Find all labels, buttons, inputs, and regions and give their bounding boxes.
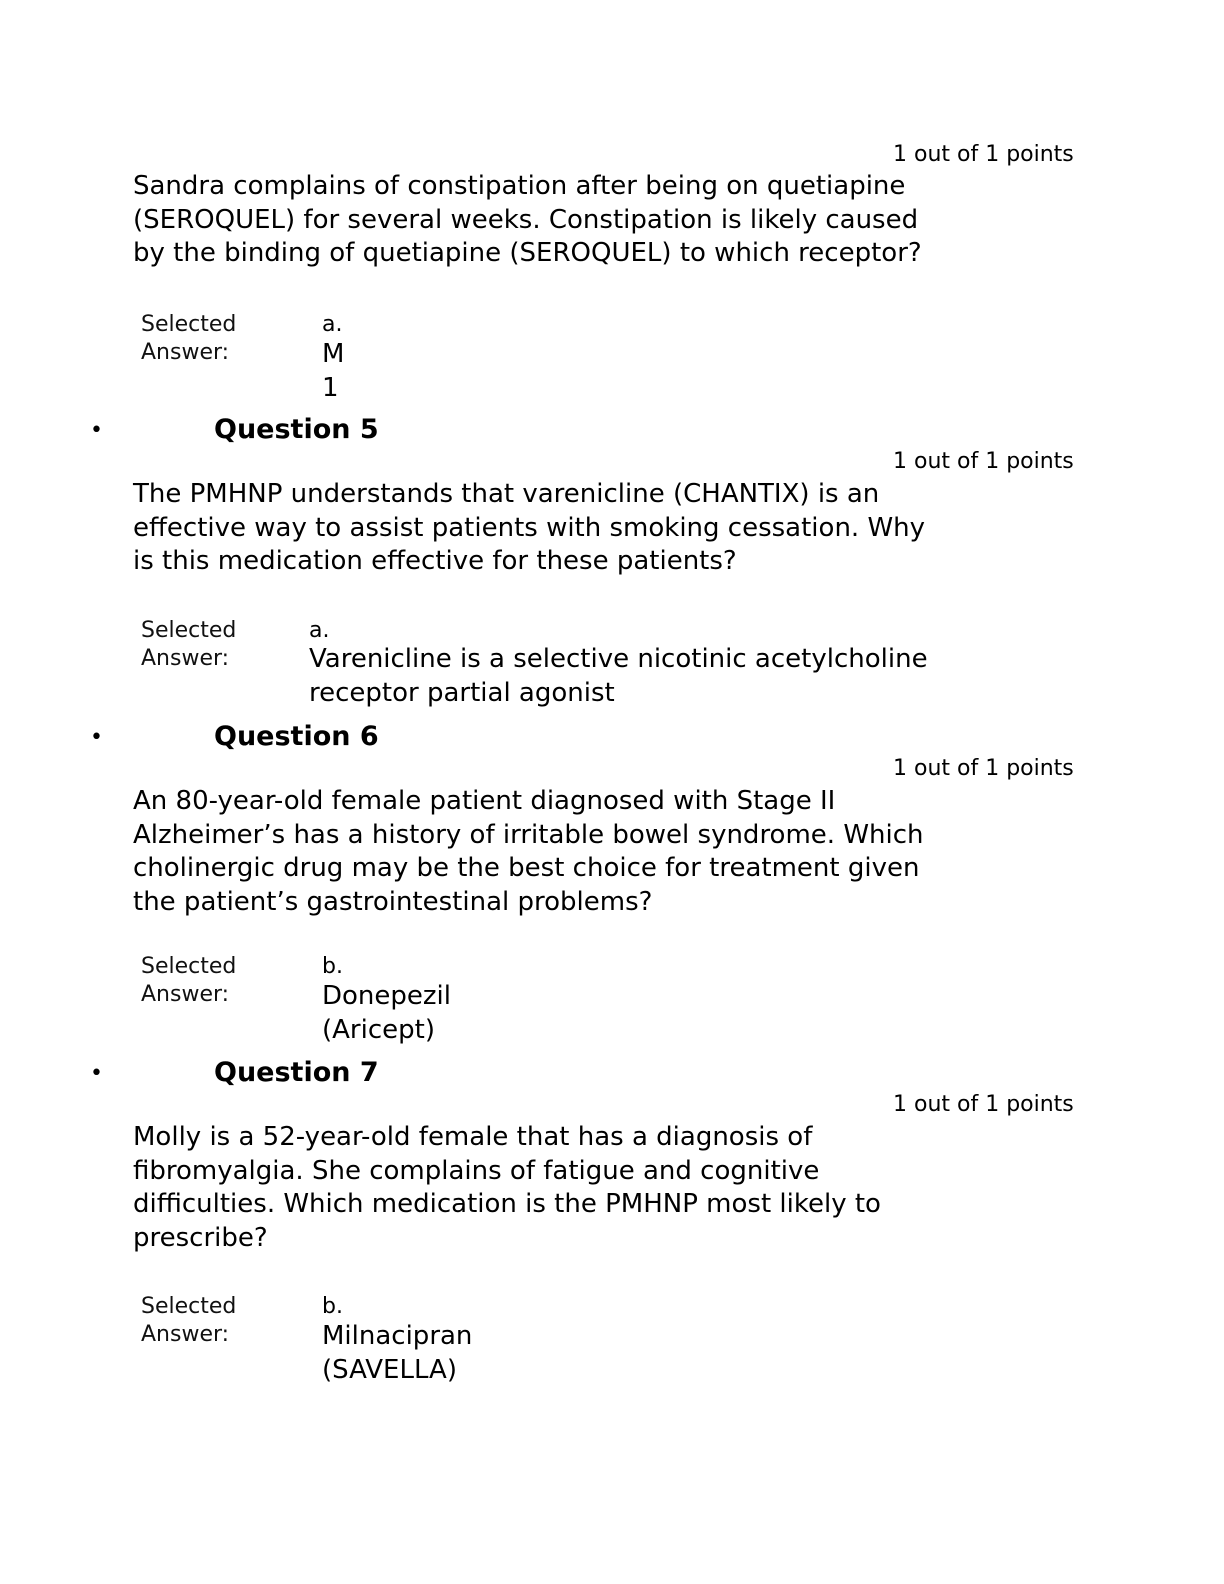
answer-letter: b.	[322, 954, 343, 979]
question-text-line: Molly is a 52-year-old female that has a diagnosis of	[133, 1122, 813, 1152]
points-score: 1 out of 1 points	[893, 449, 1074, 474]
question-text-line: effective way to assist patients with smoking cessation. Why	[133, 512, 926, 543]
question-text-line: (SEROQUEL) for several weeks. Constipation is likely caused	[133, 204, 919, 235]
selected-answer-label: Selected Answer:	[141, 618, 237, 671]
question-text-line: The PMHNP understands that varenicline (CHANTIX) is an	[133, 479, 880, 509]
question-text	[133, 1121, 1013, 1255]
selected-answer-label: Selected Answer:	[141, 1294, 237, 1347]
selected-answer-label: Selected Answer:	[141, 954, 237, 1007]
points-score: 1 out of 1 points	[893, 1092, 1074, 1117]
question-text-line: Alzheimer’s has a history of irritable bowel syndrome. Which	[133, 819, 924, 850]
question-text-line: is this medication effective for these patients?	[133, 546, 737, 576]
selected-answer-label: Selected Answer:	[141, 312, 237, 365]
question-text-line: fibromyalgia. She complains of fatigue and cognitive	[133, 1155, 820, 1186]
bullet-icon: •	[90, 1061, 103, 1086]
question-text	[133, 785, 1013, 919]
question-text-line: by the binding of quetiapine (SEROQUEL) to which receptor?	[133, 238, 922, 268]
question-text-line: Sandra complains of constipation after being on quetiapine	[133, 171, 906, 201]
question-text-line: the patient’s gastrointestinal problems?	[133, 886, 653, 917]
question-text	[133, 170, 1013, 271]
question-heading: Question 6	[214, 721, 379, 752]
question-text	[133, 478, 1013, 579]
question-text-line: cholinergic drug may be the best choice for treatment given	[133, 853, 920, 883]
question-heading: Question 7	[214, 1057, 379, 1088]
question-text-line: prescribe?	[133, 1222, 268, 1253]
selected-answer-text: Milnacipran (SAVELLA)	[322, 1321, 473, 1385]
selected-answer-text: Varenicline is a selective nicotinic acetylcholine receptor partial agonist	[309, 644, 928, 708]
bullet-icon: •	[90, 418, 103, 443]
question-text-line: An 80-year-old female patient diagnosed with Stage II	[133, 786, 836, 816]
question-heading: Question 5	[214, 414, 379, 445]
selected-answer-text: Donepezil (Aricept)	[322, 981, 451, 1045]
points-score: 1 out of 1 points	[893, 142, 1074, 167]
selected-answer-text: M 1	[322, 339, 345, 403]
answer-letter: b.	[322, 1294, 343, 1319]
answer-letter: a.	[322, 312, 343, 337]
question-text-line: difficulties. Which medication is the PMHNP most likely to	[133, 1189, 881, 1219]
answer-letter: a.	[309, 618, 330, 643]
points-score: 1 out of 1 points	[893, 756, 1074, 781]
bullet-icon: •	[90, 725, 103, 750]
